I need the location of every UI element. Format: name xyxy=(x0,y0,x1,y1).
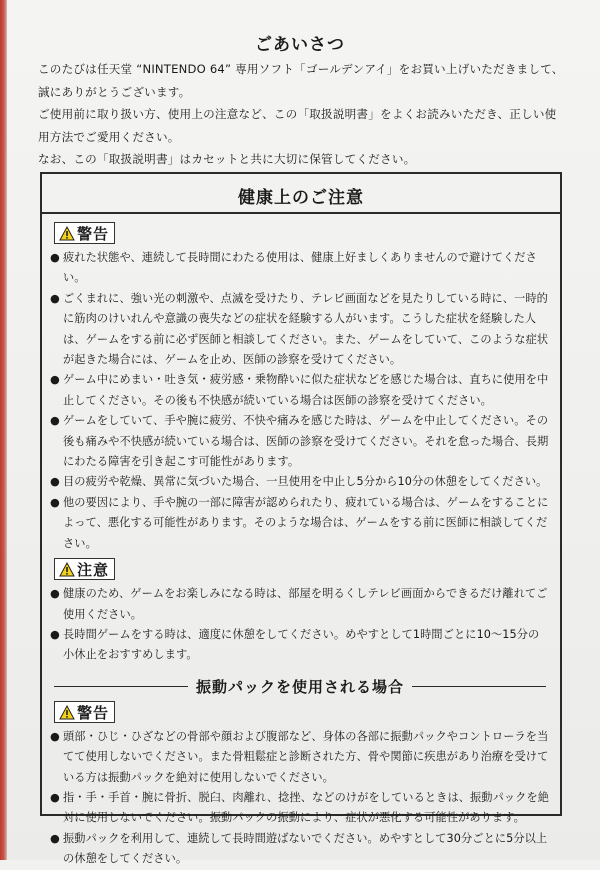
list-item xyxy=(50,625,550,666)
warning-triangle-icon xyxy=(59,705,75,720)
list-item xyxy=(50,248,550,289)
divider xyxy=(412,686,546,687)
warning-label: 警告 xyxy=(77,225,110,243)
list-item-text: 目の疲労や乾燥、異常に気づいた場合、一旦使用を中止し5分から10分の休憩をしてください。 xyxy=(63,475,548,489)
list-item-text: ゲームをしていて、手や腕に疲労、不快や痛みを感じた時は、ゲームを中止してください。その後も痛みや不快感が続いている場合は、医師の診察を受けてください。それを怠った場合、長期にわたる障害を引き起こす可能性があります。 xyxy=(63,414,549,469)
rumble-warning-label: 警告 xyxy=(77,703,110,722)
greeting-title: ごあいさつ xyxy=(255,35,345,55)
divider xyxy=(54,686,188,687)
bullet-icon: ● xyxy=(50,790,60,804)
greeting-paragraph: ご使用前に取り扱い方、使用上の注意など、この「取扱説明書」をよくお読みいただき、正しい使用方法でご愛用ください。 xyxy=(38,107,557,144)
health-notice-box xyxy=(40,172,562,866)
rumble-warning-badge xyxy=(54,701,115,723)
rumble-pak-title: 振動パックを使用される場合 xyxy=(196,677,405,696)
list-item-text: 振動パックを利用して、連続して長時間遊ばないでください。めやすとして30分ごとに5分以上の休憩をしてください。 xyxy=(63,831,548,866)
list-item xyxy=(50,584,550,625)
greeting-paragraph: このたびは任天堂 “NINTENDO 64” 専用ソフト「ゴールデンアイ」をお買い上げいただきまして、誠にありがとうございます。 xyxy=(38,62,564,99)
greeting-text xyxy=(38,58,568,171)
list-item-text: 頭部・ひじ・ひざなどの骨部や顔および腹部など、身体の各部に振動パックやコントローラを当てて使用しないでください。また骨粗鬆症と診断された方、骨や関節に疾患があり治療を受けている方は振動パックを絶対に使用しないでください。 xyxy=(63,729,549,784)
greeting-paragraph: なお、この「取扱説明書」はカセットと共に大切に保管してください。 xyxy=(38,152,416,167)
list-item xyxy=(50,289,550,371)
bullet-icon: ● xyxy=(50,373,60,387)
health-notice-title: 健康上のご注意 xyxy=(238,188,364,208)
bullet-icon: ● xyxy=(50,475,60,489)
bullet-icon: ● xyxy=(50,831,60,845)
health-warning-list xyxy=(50,248,550,554)
rumble-pak-header xyxy=(54,676,546,697)
warning-triangle-icon xyxy=(59,562,75,577)
bullet-icon: ● xyxy=(50,495,60,509)
list-item xyxy=(50,493,550,554)
warning-triangle-icon xyxy=(59,226,75,241)
bullet-icon: ● xyxy=(50,729,60,743)
list-item xyxy=(50,370,550,411)
health-notice-header xyxy=(42,174,560,214)
list-item xyxy=(50,727,550,788)
caution-label: 注意 xyxy=(77,561,110,580)
bullet-icon: ● xyxy=(50,251,60,264)
rumble-warning-list xyxy=(50,727,550,870)
list-item-text: 他の要因により、手や腕の一部に障害が認められたり、疲れている場合は、ゲームをすることによって、悪化する可能性があります。そのような場合は、ゲームをする前に医師に相談してください。 xyxy=(63,495,549,550)
bullet-icon: ● xyxy=(50,291,60,305)
bullet-icon: ● xyxy=(50,414,60,428)
page-red-edge xyxy=(0,0,7,860)
list-item xyxy=(50,472,550,492)
health-notice-body xyxy=(42,214,560,870)
caution-badge xyxy=(54,558,115,580)
list-item-text: ごくまれに、強い光の刺激や、点滅を受けたり、テレビ画面などを見たりしている時に、一時的に筋肉のけいれんや意識の喪失などの症状を経験する人がいます。こうした症状を経験した人は、ゲームをする前に必ず医師と相談してください。また、ゲームをしていて、このような症状が起きた場合には、ゲームを止め、医師の診察を受けてください。 xyxy=(63,291,549,367)
list-item-text: 指・手・手首・腕に骨折、脱臼、肉離れ、捻挫、などのけがをしているときは、振動パックを絶対に使用しないでください。振動パックの振動により、症状が悪化する可能性があります。 xyxy=(63,790,550,825)
list-item xyxy=(50,829,550,870)
list-item xyxy=(50,411,550,472)
bullet-icon: ● xyxy=(50,587,60,601)
list-item-text: 疲れた状態や、連続して長時間にわたる使用は、健康上好ましくありませんので避けてください。 xyxy=(63,251,537,285)
bullet-icon: ● xyxy=(50,627,60,641)
list-item-text: ゲーム中にめまい・吐き気・疲労感・乗物酔いに似た症状などを感じた場合は、直ちに使用を中止してください。その後も不快感が続いている場合は医師の診察を受けてください。 xyxy=(63,373,549,407)
list-item-text: 健康のため、ゲームをお楽しみになる時は、部屋を明るくしテレビ画面からできるだけ離れてご使用ください。 xyxy=(63,587,548,621)
list-item-text: 長時間ゲームをする時は、適度に休憩をしてください。めやすとして1時間ごとに10～15分の小休止をおすすめします。 xyxy=(63,627,540,662)
warning-badge xyxy=(54,222,115,244)
health-caution-list xyxy=(50,584,550,666)
list-item xyxy=(50,788,550,829)
